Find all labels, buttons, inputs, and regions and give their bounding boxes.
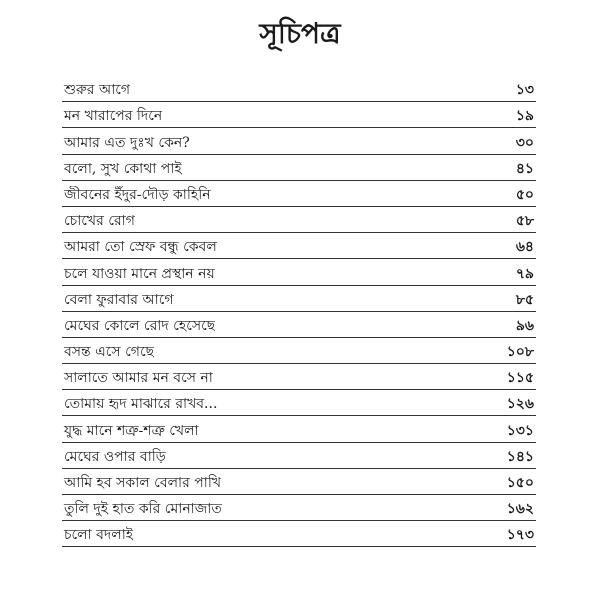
toc-chapter-title: চলে যাওয়া মানে প্রস্থান নয় <box>64 265 215 282</box>
toc-entry <box>62 259 536 285</box>
toc-page-number: ৫৮ <box>515 213 534 230</box>
toc-entry <box>62 364 536 390</box>
toc-page-number: ১৯ <box>515 108 534 125</box>
toc-page-number: ১৫০ <box>506 475 534 491</box>
toc-chapter-title: বেলা ফুরাবার আগে <box>64 291 174 308</box>
toc-chapter-title: সালাতে আমার মন বসে না <box>64 370 213 387</box>
toc-entry <box>62 416 536 442</box>
toc-page-number: ৫০ <box>515 186 534 203</box>
toc-entry <box>62 390 536 416</box>
toc-entry <box>62 312 536 338</box>
toc-chapter-title: শুরুর আগে <box>64 82 131 99</box>
toc-page-number: ১৪১ <box>506 448 534 465</box>
toc-chapter-title: আমার এত দুঃখ কেন? <box>64 134 190 151</box>
toc-entry <box>62 102 536 128</box>
toc-entry <box>62 128 536 154</box>
toc-page-number: ৪১ <box>515 160 534 177</box>
toc-entry <box>62 443 536 469</box>
toc-chapter-title: আমরা তো স্রেফ বন্ধু কেবল <box>64 239 217 256</box>
toc-entry <box>62 469 536 495</box>
toc-entry <box>62 155 536 181</box>
toc-chapter-title: তুলি দুই হাত করি মোনাজাত <box>64 501 222 518</box>
toc-chapter-title: মেঘের কোলে রোদ হেসেছে <box>64 317 216 334</box>
toc-page-number: ১৩ <box>515 82 534 99</box>
toc-chapter-title: বলো, সুখ কোথা পাই <box>64 160 182 177</box>
toc-page-number: ৬৪ <box>515 239 534 256</box>
toc-entry <box>62 207 536 233</box>
toc-page-number: ১৭৩ <box>506 527 534 544</box>
toc-page-number: ১১৫ <box>506 370 534 387</box>
toc-chapter-title: চলো বদলাই <box>64 527 134 544</box>
toc-entry <box>62 76 536 102</box>
toc-chapter-title: তোমায় হৃদ মাঝারে রাখব... <box>64 396 218 413</box>
toc-chapter-title: চোখের রোগ <box>64 213 135 230</box>
toc-entry <box>62 233 536 259</box>
toc-entry <box>62 495 536 521</box>
toc-list <box>62 76 536 547</box>
toc-chapter-title: যুদ্ধ মানে শত্রু-শত্রু খেলা <box>64 422 199 439</box>
toc-chapter-title: জীবনের ইঁদুর-দৌড় কাহিনি <box>64 186 211 203</box>
toc-page-number: ১০৮ <box>506 344 534 361</box>
toc-chapter-title: বসন্ত এসে গেছে <box>64 344 155 361</box>
toc-entry <box>62 521 536 547</box>
toc-page-number: ৯৬ <box>515 317 534 334</box>
toc-chapter-title: মন খারাপের দিনে <box>64 108 163 125</box>
toc-chapter-title: আমি হব সকাল বেলার পাখি <box>64 475 222 491</box>
toc-page-number: ১৬২ <box>506 501 534 518</box>
toc-entry <box>62 181 536 207</box>
toc-chapter-title: মেঘের ওপার বাড়ি <box>64 448 166 465</box>
toc-page-number: ৮৫ <box>515 291 534 308</box>
toc-entry <box>62 286 536 312</box>
toc-page-number: ৩০ <box>515 134 534 151</box>
toc-page-number: ১৩১ <box>506 422 534 439</box>
toc-entry <box>62 338 536 364</box>
toc-title: সূচিপত্র <box>259 17 341 50</box>
toc-page-number: ৭৯ <box>515 265 534 282</box>
toc-page-number: ১২৬ <box>506 396 534 413</box>
